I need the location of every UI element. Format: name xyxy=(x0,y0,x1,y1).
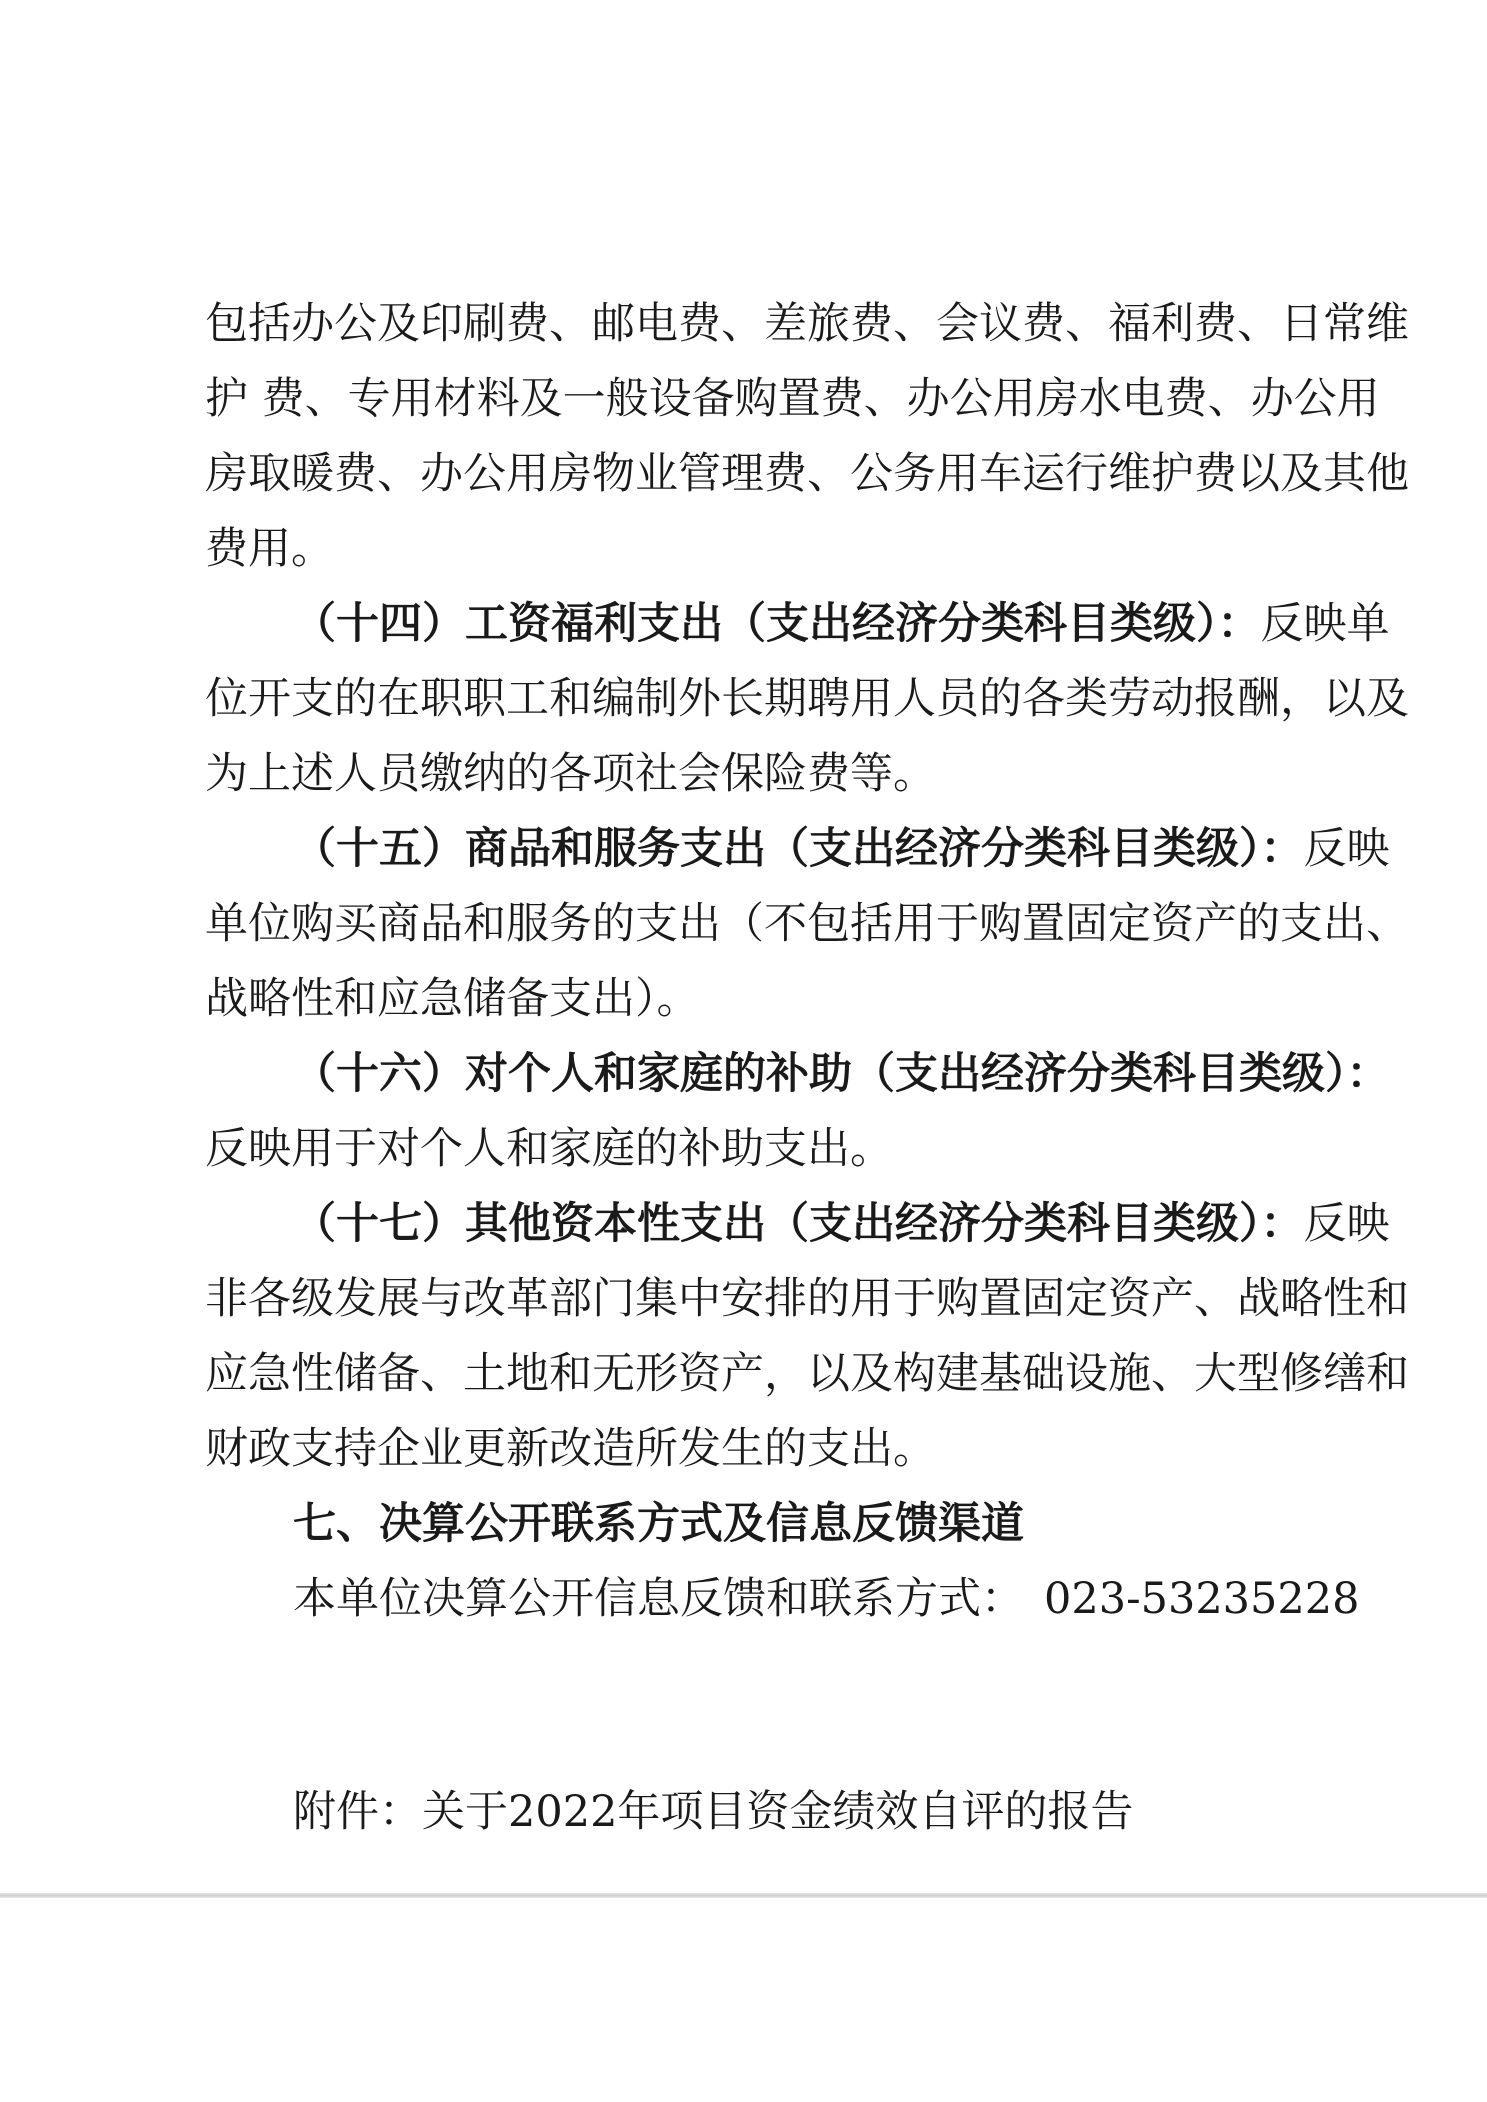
paragraph-line: 应急性储备、土地和无形资产，以及构建基础设施、大型修缮和 xyxy=(205,1349,1409,1399)
item-15-heading: （十五）商品和服务支出（支出经济分类科目类级）： xyxy=(293,824,1304,874)
paragraph-line: 护 费、专用材料及一般设备购置费、办公用房水电费、办公用 xyxy=(205,374,1380,424)
item-15-first-line xyxy=(293,812,1390,887)
attachment-link: 关于2022年项目资金绩效自评的报告 xyxy=(422,1787,1134,1837)
item-16-heading: （十六）对个人和家庭的补助（支出经济分类科目类级）： xyxy=(293,1049,1390,1099)
item-15-lead: 反映 xyxy=(1303,824,1390,874)
item-14-heading: （十四）工资福利支出（支出经济分类科目类级）： xyxy=(293,599,1261,649)
item-17-heading: （十七）其他资本性支出（支出经济分类科目类级）： xyxy=(293,1199,1304,1249)
paragraph-line: 为上述人员缴纳的各项社会保险费等。 xyxy=(205,749,936,799)
attachment-label: 附件： xyxy=(293,1787,422,1837)
paragraph-line: 单位购买商品和服务的支出（不包括用于购置固定资产的支出、 xyxy=(205,899,1409,949)
paragraph-line: 战略性和应急储备支出）。 xyxy=(205,974,700,1024)
paragraph-line: 非各级发展与改革部门集中安排的用于购置固定资产、战略性和 xyxy=(205,1274,1409,1324)
section-heading: 七、决算公开联系方式及信息反馈渠道 xyxy=(293,1499,1024,1549)
page-divider xyxy=(0,1893,1487,1898)
item-16-first-line xyxy=(293,1037,1390,1112)
paragraph-line: 位开支的在职职工和编制外长期聘用人员的各类劳动报酬，以及 xyxy=(205,674,1409,724)
attachment-line xyxy=(293,1775,1308,1850)
paragraph-line: 反映用于对个人和家庭的补助支出。 xyxy=(205,1124,893,1174)
paragraph-line: 费用。 xyxy=(205,524,334,574)
item-14-first-line xyxy=(293,587,1390,662)
item-17-first-line xyxy=(293,1187,1390,1262)
paragraph-line: 房取暖费、办公用房物业管理费、公务用车运行维护费以及其他 xyxy=(205,449,1409,499)
contact-phone: 023-53235228 xyxy=(1044,1574,1360,1624)
contact-label: 本单位决算公开信息反馈和联系方式： xyxy=(293,1574,1024,1624)
paragraph-line: 包括办公及印刷费、邮电费、差旅费、会议费、福利费、日常维 xyxy=(205,299,1409,349)
item-14-lead: 反映单 xyxy=(1260,599,1390,649)
paragraph-line: 财政支持企业更新改造所发生的支出。 xyxy=(205,1424,936,1474)
item-17-lead: 反映 xyxy=(1303,1199,1390,1249)
contact-line xyxy=(293,1562,1360,1637)
